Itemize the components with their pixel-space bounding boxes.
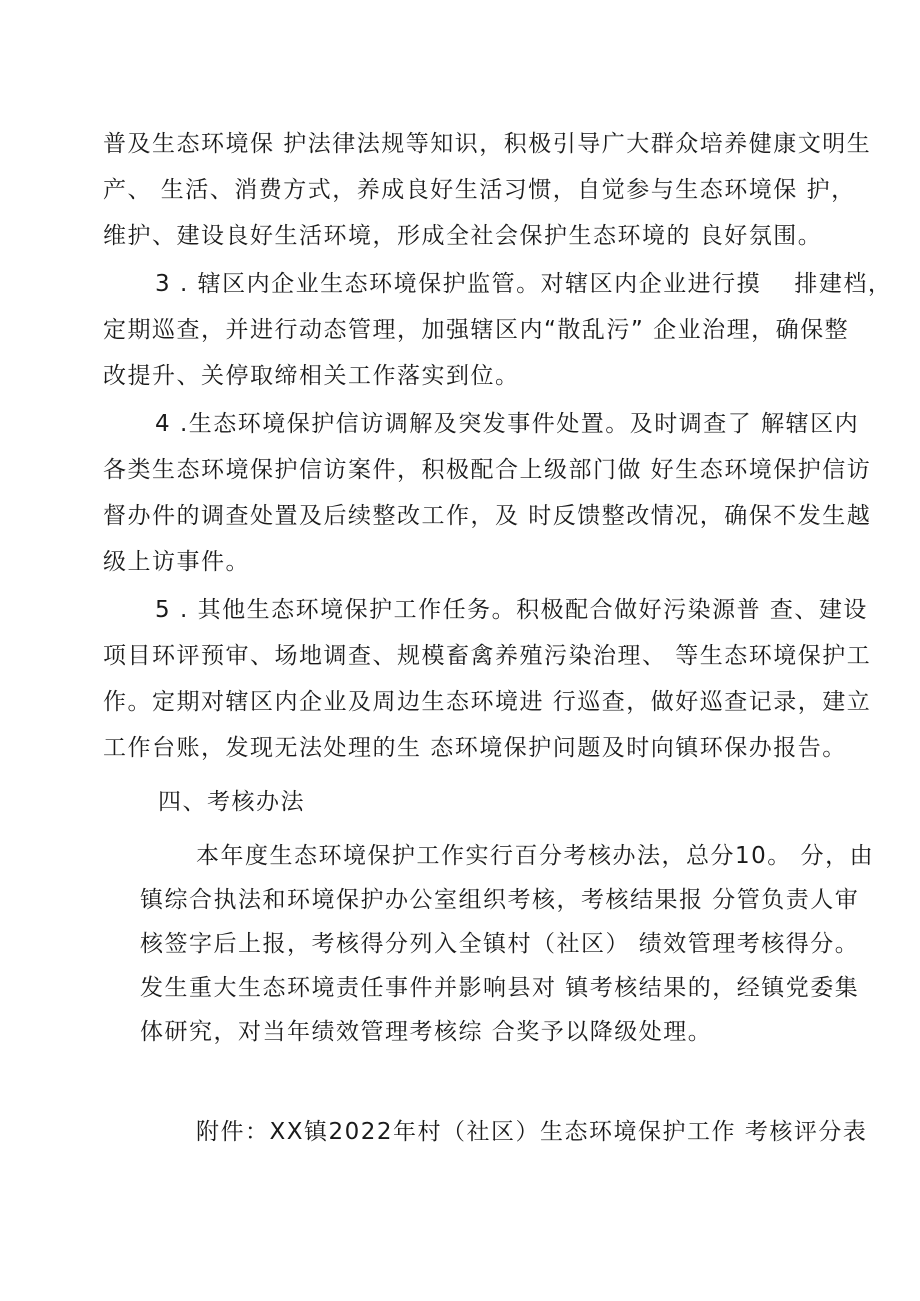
body-line: 督办件的调查处置及后续整改工作，及 时反馈整改情况，确保不发生越 bbox=[103, 503, 872, 529]
body-line: 各类生态环境保护信访案件，积极配合上级部门做 好生态环境保护信访 bbox=[103, 457, 872, 483]
body-line: 镇综合执法和环境保护办公室组织考核，考核结果报 分管负责人审 bbox=[140, 887, 860, 913]
body-line: 定期巡查，并进行动态管理，加强辖区内“散乱污” 企业治理，确保整 bbox=[103, 317, 850, 343]
body-line: 发生重大生态环境责任事件并影响县对 镇考核结果的，经镇党委集 bbox=[140, 975, 860, 1001]
body-line: 体研究，对当年绩效管理考核综 合奖予以降级处理。 bbox=[140, 1019, 713, 1045]
body-line: 改提升、关停取缔相关工作落实到位。 bbox=[103, 363, 520, 389]
section-heading: 四、考核办法 bbox=[158, 789, 305, 815]
body-line: 作。定期对辖区内企业及周边生态环境进 行巡查，做好巡查记录，建立 bbox=[103, 689, 872, 715]
body-line: 产、 生活、消费方式，养成良好生活习惯，自觉参与生态环境保 护， bbox=[103, 177, 856, 203]
body-line: 级上访事件。 bbox=[103, 549, 250, 575]
body-line: 本年度生态环境保护工作实行百分考核办法，总分10。 分，由 bbox=[196, 843, 875, 869]
body-line: 5 . 其他生态环境保护工作任务。积极配合做好污染源普 查、建设 bbox=[155, 597, 868, 623]
body-line: 普及生态环境保 护法律法规等知识，积极引导广大群众培养健康文明生 bbox=[103, 131, 872, 157]
body-line: 维护、建设良好生活环境，形成全社会保护生态环境的 良好氛围。 bbox=[103, 223, 823, 249]
body-line: 核签字后上报，考核得分列入全镇村（社区） 绩效管理考核得分。 bbox=[140, 931, 860, 957]
body-line: 4 .生态环境保护信访调解及突发事件处置。及时调查了 解辖区内 bbox=[155, 411, 860, 437]
body-line: 3 . 辖区内企业生态环境保护监管。对辖区内企业进行摸 排建档， bbox=[155, 271, 893, 297]
attachment-note: 附件：XX镇2022年村（社区）生态环境保护工作 考核评分表 bbox=[196, 1119, 868, 1145]
body-line: 工作台账，发现无法处理的生 态环境保护问题及时向镇环保办报告。 bbox=[103, 735, 847, 761]
body-line: 项目环评预审、场地调查、规模畜禽养殖污染治理、 等生态环境保护工 bbox=[103, 643, 872, 669]
